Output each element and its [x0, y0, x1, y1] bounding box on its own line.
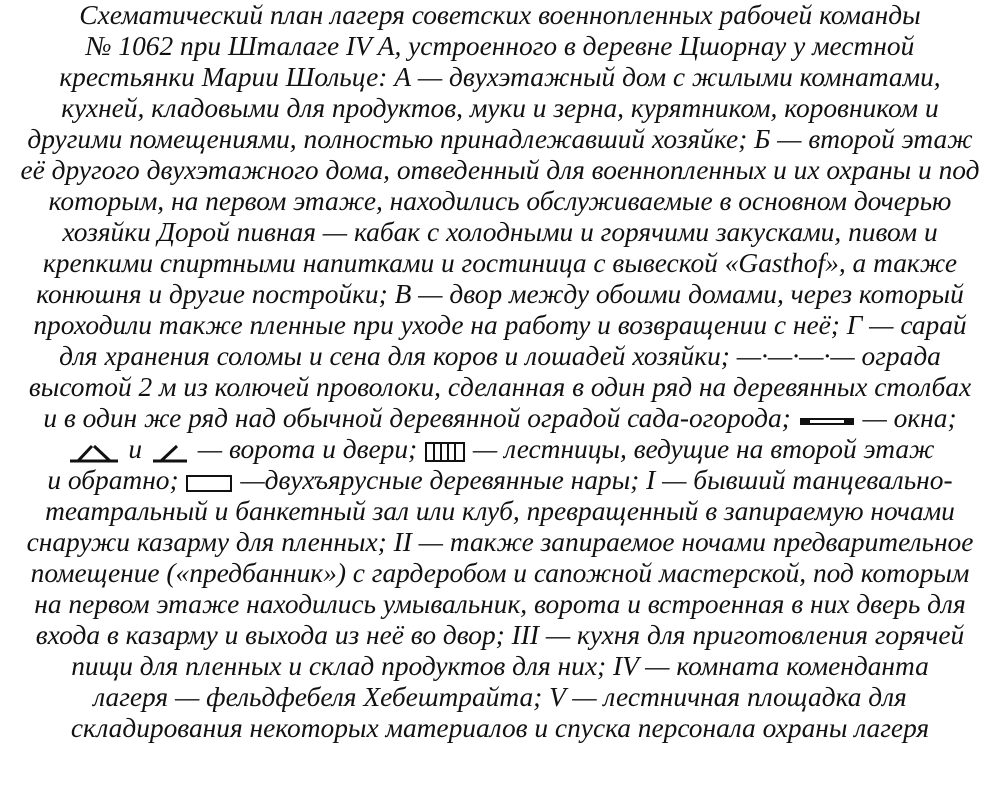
caption-line-19: помещение («предбанник») с гардеробом и сапожной мастерской, под которым — [30, 558, 970, 588]
caption-line-23: лагеря — фельдфебеля Хебештрайта; V — лестничная площадка для — [93, 682, 907, 712]
caption-line-9: крепкими спиртными напитками и гостиница с вывеской «Gasthof», а также — [42, 248, 957, 278]
caption-line-1: Схематический план лагеря советских военнопленных рабочей команды — [79, 0, 921, 30]
caption-line-5: другими помещениями, полностью принадлежавший хозяйке; Б — второй этаж — [27, 124, 973, 154]
caption-line-7: которым, на первом этаже, находились обслуживаемые в основном дочерью — [48, 186, 952, 216]
caption-line-16-text: и обратно; — [47, 465, 179, 495]
caption-line-15-gates: — ворота и двери; — [190, 434, 418, 464]
caption-line-24: складирования некоторых материалов и спуска персонала охраны лагеря — [70, 713, 930, 743]
caption-line-14 — [0, 403, 1000, 434]
caption-line-21: входа в казарму и выхода из неё во двор; III — кухня для приготовления горячей — [35, 620, 965, 650]
caption-line-10: конюшня и другие постройки; В — двор между обоими домами, через который — [36, 279, 964, 309]
double-gate-icon — [66, 440, 122, 464]
caption-line-14-after: — окна; — [855, 403, 957, 433]
caption-line-12: для хранения соломы и сена для коров и лошадей хозяйки; —·—·—·— ограда — [59, 341, 941, 371]
bunk-icon — [185, 473, 233, 493]
caption-line-15-after: — лестницы, ведущие на второй этаж — [466, 434, 935, 464]
caption-line-15 — [0, 434, 1000, 465]
caption-line-14-text: и в один же ряд над обычной деревянной оградой сада-огорода; — [43, 403, 791, 433]
caption-line-15-and: и — [121, 434, 149, 464]
window-icon — [798, 414, 856, 428]
caption-line-17: театральный и банкетный зал или клуб, превращенный в запираемую ночами — [45, 496, 955, 526]
caption-line-11: проходили также пленные при уходе на работу и возвращении с неё; Г — сарай — [33, 310, 967, 340]
caption-line-3: крестьянки Марии Шольце: А — двухэтажный дом с жилыми комнатами, — [59, 62, 941, 92]
single-door-icon — [149, 440, 191, 464]
caption-line-16-after: —двухъярусные деревянные нары; I — бывший танцевально- — [233, 465, 953, 495]
caption-line-2: № 1062 при Шталаге IV A, устроенного в деревне Цшорнау у местной — [85, 31, 915, 61]
caption-line-16 — [0, 465, 1000, 496]
stairs-icon — [424, 440, 466, 464]
caption-line-6: её другого двухэтажного дома, отведенный для военнопленных и их охраны и под — [20, 155, 980, 185]
caption-line-18: снаружи казарму для пленных; II — также запираемое ночами предварительное — [26, 527, 974, 557]
caption-line-4: кухней, кладовыми для продуктов, муки и зерна, курятником, коровником и — [61, 93, 939, 123]
caption-line-8: хозяйки Дорой пивная — кабак с холодными и горячими закусками, пивом и — [62, 217, 938, 247]
caption-line-13: высотой 2 м из колючей проволоки, сделанная в один ряд на деревянных столбах — [28, 372, 972, 402]
caption-line-22: пищи для пленных и склад продуктов для них; IV — комната коменданта — [71, 651, 929, 681]
caption-line-20: на первом этаже находились умывальник, ворота и встроенная в них дверь для — [34, 589, 966, 619]
